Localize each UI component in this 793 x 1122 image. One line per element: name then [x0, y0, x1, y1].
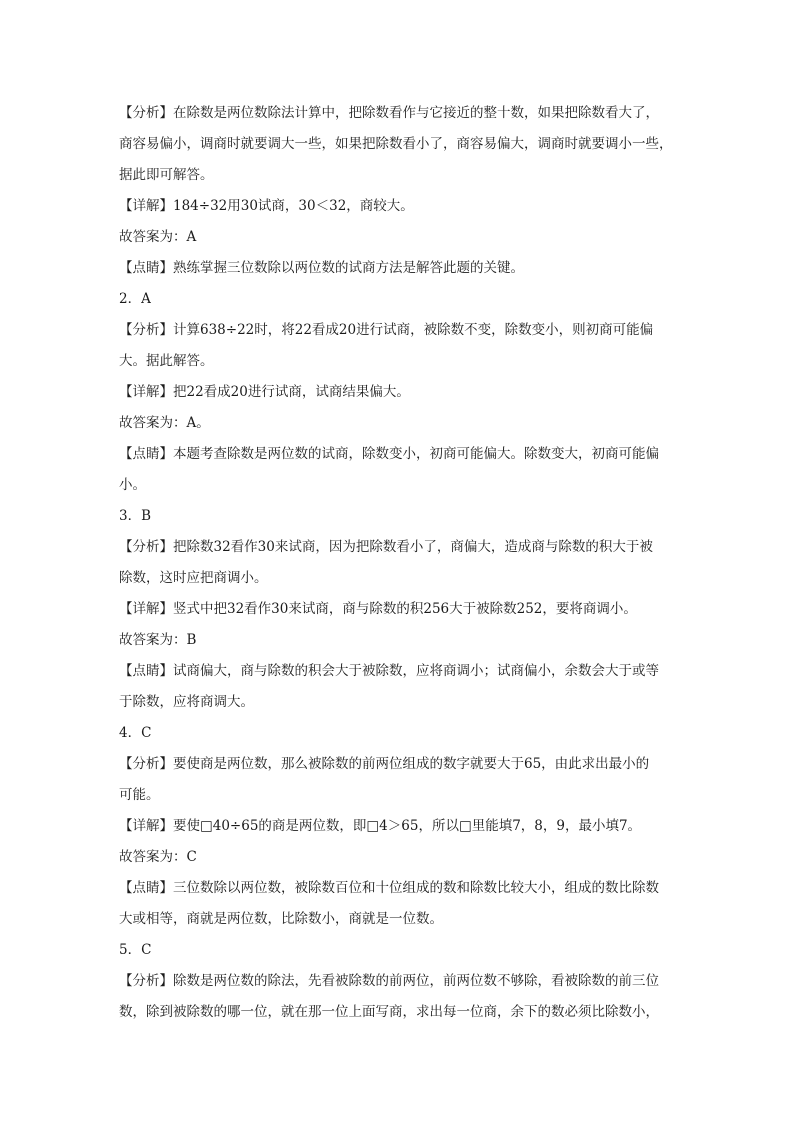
text-line: 【分析】把除数32看作30来试商，因为把除数看小了，商偏大，造成商与除数的积大于被 [119, 539, 653, 555]
text-line: 【点睛】试商偏大，商与除数的积会大于被除数，应将商调小；试商偏小，余数会大于或等 [119, 663, 659, 679]
answer-explanations [119, 98, 675, 1028]
text-line: 商容易偏小，调商时就要调大一些，如果把除数看小了，商容易偏大，调商时就要调小一些， [119, 136, 673, 152]
text-line: 【详解】竖式中把32看作30来试商，商与除数的积256大于被除数252，要将商调小。 [119, 601, 637, 617]
answer-line: 故答案为：C [119, 849, 197, 865]
text-line: 【点睛】本题考查除数是两位数的试商，除数变小，初商可能偏大。除数变大，初商可能偏 [119, 446, 659, 462]
text-line: 【分析】要使商是两位数，那么被除数的前两位组成的数字就要大于65，由此求出最小的 [119, 756, 650, 772]
text-line: 【点睛】熟练掌握三位数除以两位数的试商方法是解答此题的关键。 [119, 260, 524, 276]
text-line: 可能。 [119, 787, 160, 803]
text-line: 【分析】计算638÷22时，将22看成20进行试商，被除数不变，除数变小，则初商可能偏 [119, 322, 654, 338]
text-line: 大。据此解答。 [119, 353, 214, 369]
text-line: 【分析】在除数是两位数除法计算中，把除数看作与它接近的整十数，如果把除数看大了， [119, 105, 659, 121]
text-line: 于除数，应将商调大。 [119, 694, 254, 710]
question-number: 5．C [119, 942, 152, 958]
question-number: 2．A [119, 291, 151, 307]
text-line: 【详解】184÷32用30试商，30＜32，商较大。 [119, 198, 414, 214]
text-line: 数，除到被除数的哪一位，就在那一位上面写商，求出每一位商，余下的数必须比除数小， [119, 1004, 659, 1020]
text-line: 除数，这时应把商调小。 [119, 570, 268, 586]
question-number: 3．B [119, 508, 152, 524]
text-line: 据此即可解答。 [119, 167, 214, 183]
text-line: 【分析】除数是两位数的除法，先看被除数的前两位，前两位数不够除，看被除数的前三位 [119, 973, 659, 989]
text-line: 小。 [119, 477, 146, 493]
text-line: 【详解】把22看成20进行试商，试商结果偏大。 [119, 384, 410, 400]
question-number: 4．C [119, 725, 152, 741]
answer-line: 故答案为：A。 [119, 415, 210, 431]
text-line: 【详解】要使□40÷65的商是两位数，即□4＞65，所以□里能填7，8，9，最小填7。 [119, 818, 642, 834]
text-line: 大或相等，商就是两位数，比除数小，商就是一位数。 [119, 911, 443, 927]
answer-line: 故答案为：B [119, 632, 197, 648]
answer-line: 故答案为：A [119, 229, 197, 245]
text-line: 【点睛】三位数除以两位数，被除数百位和十位组成的数和除数比较大小，组成的数比除数 [119, 880, 659, 896]
